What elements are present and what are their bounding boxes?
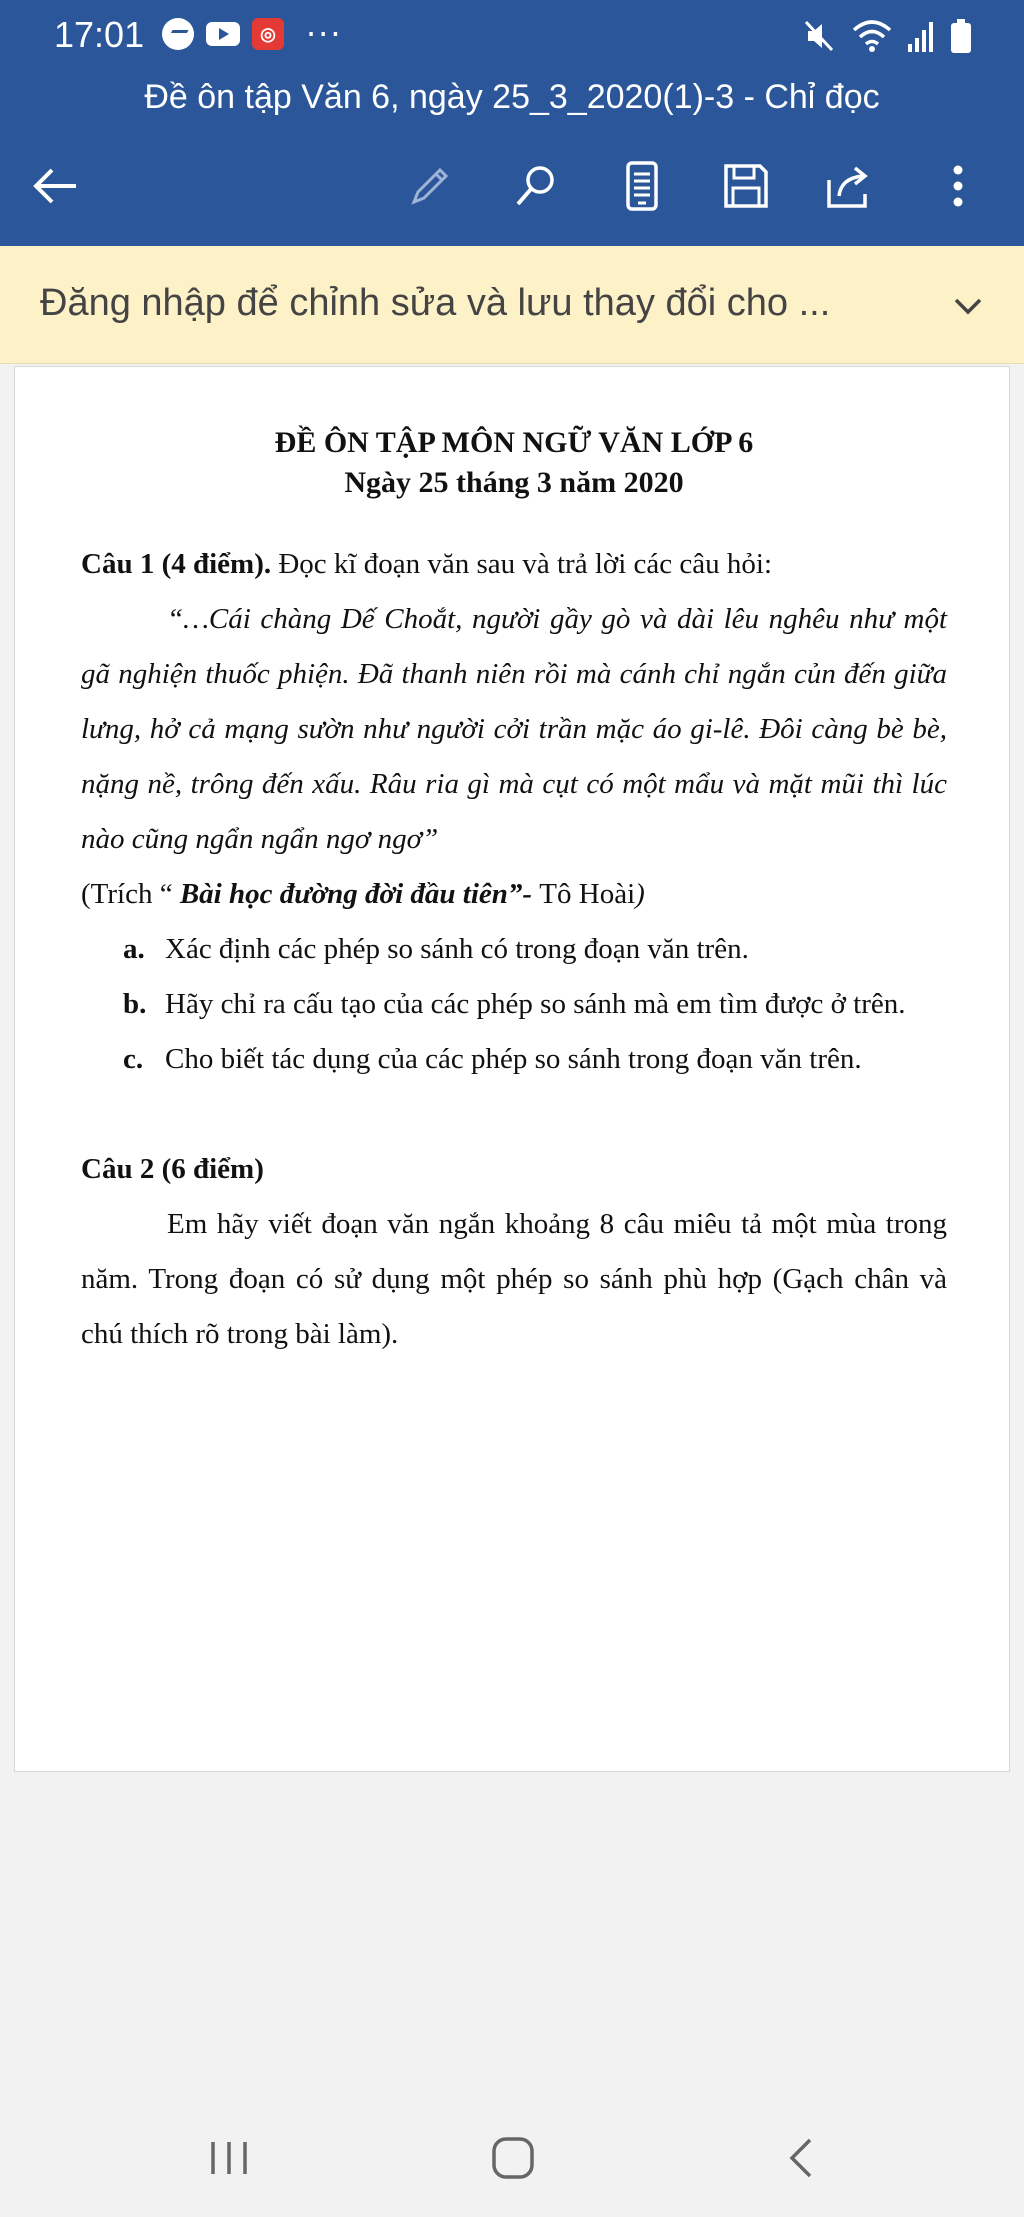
- quoted-passage: “…Cái chàng Dế Choắt, người gầy gò và dài lêu nghêu như một gã nghiện thuốc phiện. Đã thanh niên rồi mà cánh chỉ ngắn củn đến giữa lưng, hở cả mạng sườn như người cởi trần mặc áo gi-lê. Đôi càng bè bè, nặng nề, trông đến xấu. Râu ria gì mà cụt có một mẩu và mặt mũi thì lúc nào cũng ngẩn ngẩn ngơ ngơ”: [81, 603, 947, 855]
- status-time: 17:01: [54, 14, 145, 55]
- document-title: Đề ôn tập Văn 6, ngày 25_3_2020(1)-3 - Chỉ đọc: [144, 78, 880, 116]
- document-page: [14, 366, 1010, 1772]
- nav-back-button[interactable]: [766, 2126, 836, 2190]
- question-1-subitems: [123, 922, 947, 1087]
- messenger-icon: [162, 18, 194, 50]
- chevron-down-icon[interactable]: [948, 286, 988, 326]
- share-icon: [825, 162, 875, 210]
- source-title: Bài học đường đời đầu tiên”-: [179, 878, 540, 910]
- question-2-text: Em hãy viết đoạn văn ngắn khoảng 8 câu miêu tả một mùa trong năm. Trong đoạn có sử dụng một phép so sánh phù hợp (Gạch chân và chú thích rõ trong bài làm).: [81, 1208, 947, 1350]
- source-prefix: (Trích “: [81, 878, 180, 910]
- question-1-label: Câu 1 (4 điểm).: [81, 548, 272, 580]
- search-icon: [512, 162, 560, 210]
- search-button[interactable]: [506, 158, 566, 214]
- list-item: [123, 922, 947, 977]
- save-icon: [722, 162, 770, 210]
- reading-view-button[interactable]: [612, 158, 672, 214]
- question-2-label-text: Câu 2 (6 điểm): [81, 1153, 264, 1185]
- back-arrow-icon: [32, 166, 80, 206]
- list-item-label: a.: [123, 933, 145, 965]
- notification-icons: [162, 15, 343, 53]
- list-item-text: Cho biết tác dụng của các phép so sánh trong đoạn văn trên.: [165, 1043, 862, 1075]
- save-button[interactable]: [716, 158, 776, 214]
- more-options-button[interactable]: [928, 158, 988, 214]
- home-icon: [490, 2135, 536, 2181]
- battery-icon: [950, 18, 972, 54]
- question-1: [81, 537, 947, 592]
- share-button[interactable]: [820, 158, 880, 214]
- wifi-icon: [852, 18, 892, 54]
- recent-apps-button[interactable]: [194, 2126, 264, 2190]
- status-bar: [0, 0, 1024, 72]
- edit-button[interactable]: [400, 158, 460, 214]
- source-suffix: ): [635, 878, 645, 910]
- back-icon: [786, 2136, 816, 2180]
- list-item: [123, 1032, 947, 1087]
- signal-icon: [906, 20, 936, 52]
- quote-source: [81, 867, 947, 922]
- doc-heading: ĐỀ ÔN TẬP MÔN NGỮ VĂN LỚP 6: [274, 426, 754, 459]
- banner-text: Đăng nhập để chỉnh sửa và lưu thay đổi cho ...: [40, 282, 831, 324]
- list-item-text: Xác định các phép so sánh có trong đoạn văn trên.: [165, 933, 749, 965]
- list-item: [123, 977, 947, 1032]
- list-item-text: Hãy chỉ ra cấu tạo của các phép so sánh mà em tìm được ở trên.: [165, 988, 906, 1020]
- doc-date: Ngày 25 tháng 3 năm 2020: [344, 466, 684, 499]
- reading-view-icon: [622, 160, 662, 212]
- home-button[interactable]: [478, 2126, 548, 2190]
- back-button[interactable]: [26, 158, 86, 214]
- question-1-text: Đọc kĩ đoạn văn sau và trả lời các câu hỏi:: [271, 548, 773, 580]
- app-header: [0, 0, 1024, 246]
- source-author: Tô Hoài: [539, 878, 636, 910]
- document-body: [81, 423, 947, 1362]
- more-vertical-icon: [950, 162, 966, 210]
- mute-icon: [802, 18, 838, 54]
- sign-in-banner[interactable]: [0, 246, 1024, 364]
- app-notification-icon: ◎: [252, 18, 284, 50]
- list-item-label: b.: [123, 988, 147, 1020]
- system-nav-bar: [0, 2098, 1024, 2217]
- youtube-icon: [206, 22, 240, 46]
- more-notifications-icon: ···: [306, 15, 343, 53]
- toolbar: [0, 150, 1024, 220]
- question-2-label: [81, 1142, 947, 1197]
- list-item-label: c.: [123, 1043, 144, 1075]
- system-status-icons: [802, 18, 972, 54]
- recent-apps-icon: [207, 2138, 251, 2178]
- pencil-icon: [406, 162, 454, 210]
